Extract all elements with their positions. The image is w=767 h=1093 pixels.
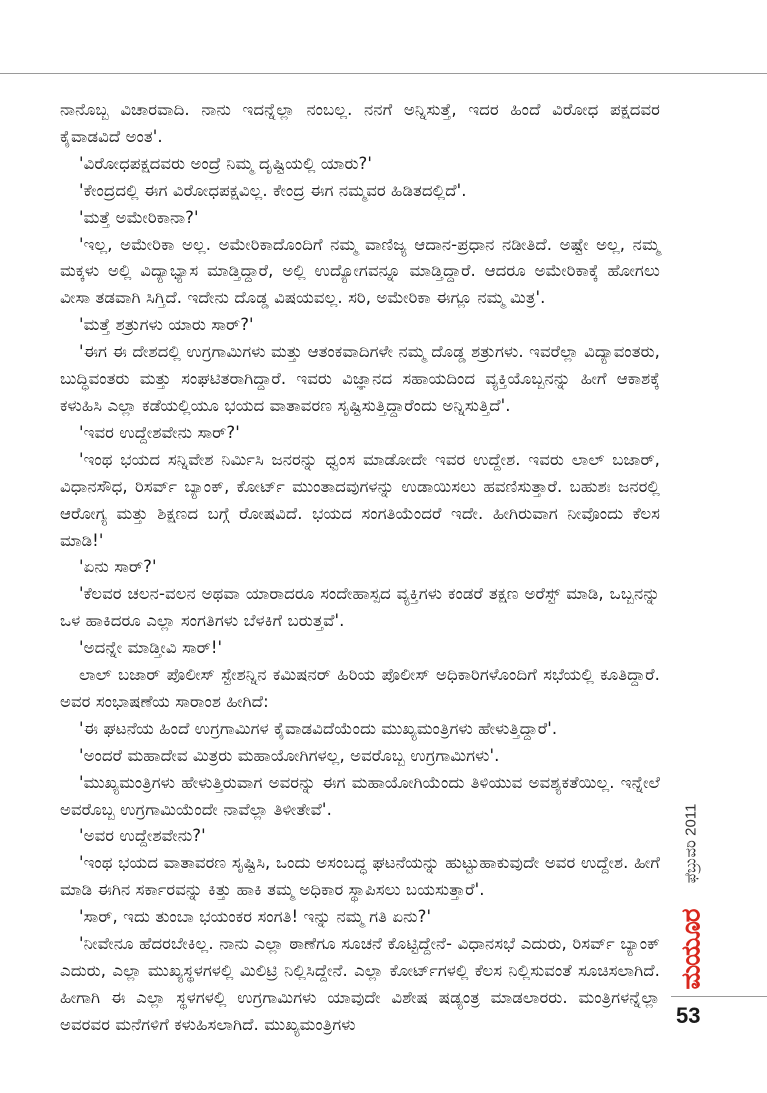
- paragraph: ಲಾಲ್ ಬಜಾರ್ ಪೊಲೀಸ್ ಸ್ಟೇಶನ್ನಿನ ಕಮಿಷನರ್ ಹಿರಿಯ ಪೊಲೀಸ್ ಅಧಿಕಾರಿಗಳೊಂದಿಗೆ ಸಭೆಯಲ್ಲಿ ಕೂತಿದ್ದಾರೆ. ಅವರ ಸಂಭಾಷಣೆಯ ಸಾರಾಂಶ ಹೀಗಿದೆ:: [60, 665, 660, 711]
- paragraph: 'ಸಾರ್, ಇದು ತುಂಬಾ ಭಯಂಕರ ಸಂಗತಿ! ಇನ್ನು ನಮ್ಮ ಗತಿ ಏನು?': [79, 907, 432, 927]
- magazine-logo: [676, 908, 708, 990]
- top-divider: [0, 73, 767, 74]
- footer-divider: [671, 996, 767, 997]
- paragraph: 'ಮತ್ತೆ ಶತ್ರುಗಳು ಯಾರು ಸಾರ್?': [79, 315, 254, 335]
- issue-date: [681, 778, 701, 908]
- paragraph: 'ಅಂದರೆ ಮಹಾದೇವ ಮಿತ್ರರು ಮಹಾಯೋಗಿಗಳಲ್ಲ, ಅವರೊಬ್ಬ ಉಗ್ರಗಾಮಿಗಳು'.: [79, 745, 500, 765]
- paragraph: ನಾನೊಬ್ಬ ವಿಚಾರವಾದಿ. ನಾನು ಇದನ್ನೆಲ್ಲಾ ನಂಬಲ್ಲ. ನನಗೆ ಅನ್ನಿಸುತ್ತೆ, ಇದರ ಹಿಂದೆ ವಿರೋಧ ಪಕ್ಷದವರ ಕೈವಾಡವಿದೆ ಅಂತ'.: [60, 100, 660, 146]
- paragraph: 'ಏನು ಸಾರ್?': [79, 557, 157, 577]
- paragraph: 'ಅದನ್ನೇ ಮಾಡ್ತೀವಿ ಸಾರ್!': [79, 638, 223, 658]
- paragraph: 'ಕೆಲವರ ಚಲನ-ವಲನ ಅಥವಾ ಯಾರಾದರೂ ಸಂದೇಹಾಸ್ಪದ ವ್ಯಕ್ತಿಗಳು ಕಂಡರೆ ತಕ್ಷಣ ಅರೆಸ್ಟ್ ಮಾಡಿ, ಒಬ್ಬನನ್ನು ಒಳ ಹಾಕಿದರೂ ಎಲ್ಲಾ ಸಂಗತಿಗಳು ಬೆಳಕಿಗೆ ಬರುತ್ತವೆ'.: [60, 584, 660, 631]
- paragraph: 'ವಿರೋಧಪಕ್ಷದವರು ಅಂದ್ರೆ ನಿಮ್ಮ ದೃಷ್ಟಿಯಲ್ಲಿ ಯಾರು?': [79, 153, 373, 173]
- paragraph: 'ಇಲ್ಲ, ಅಮೇರಿಕಾ ಅಲ್ಲ. ಅಮೇರಿಕಾದೊಂದಿಗೆ ನಮ್ಮ ವಾಣಿಜ್ಯ ಆದಾನ-ಪ್ರಧಾನ ನಡೀತಿದೆ. ಅಷ್ಟೇ ಅಲ್ಲ, ನಮ್ಮ ಮಕ್ಕಳು ಅಲ್ಲಿ ವಿದ್ಯಾಭ್ಯಾಸ ಮಾಡ್ತಿದ್ದಾರೆ, ಅಲ್ಲಿ ಉದ್ಯೋಗವನ್ನೂ ಮಾಡ್ತಿದ್ದಾರೆ. ಆದರೂ ಅಮೇರಿಕಾಕ್ಕೆ ಹೋಗಲು ವೀಸಾ ತಡವಾಗಿ ಸಿಗ್ತಿದೆ. ಇದೇನು ದೊಡ್ಡ ವಿಷಯವಲ್ಲ. ಸರಿ, ಅಮೇರಿಕಾ ಈಗ್ಲೂ ನಮ್ಮ ಮಿತ್ರ'.: [60, 234, 660, 308]
- paragraph: 'ಇಂಥ ಭಯದ ಸನ್ನಿವೇಶ ನಿರ್ಮಿಸಿ ಜನರನ್ನು ಧ್ವಂಸ ಮಾಡೋದೇ ಇವರ ಉದ್ದೇಶ. ಇವರು ಲಾಲ್ ಬಜಾರ್, ವಿಧಾನಸೌಧ, ರಿಸರ್ವ್ ಬ್ಯಾಂಕ್, ಕೋರ್ಟ್ ಮುಂತಾದವುಗಳನ್ನು ಉಡಾಯಿಸಲು ಹವಣಿಸುತ್ತಾರೆ. ಬಹುಶಃ ಜನರಲ್ಲಿ ಆರೋಗ್ಯ ಮತ್ತು ಶಿಕ್ಷಣದ ಬಗ್ಗೆ ರೋಷವಿದೆ. ಭಯದ ಸಂಗತಿಯೆಂದರೆ ಇದೇ. ಹೀಗಿರುವಾಗ ನೀವೊಂದು ಕೆಲಸ ಮಾಡಿ!': [60, 449, 660, 550]
- issue-date-text: ಫೆಬ್ರುವರಿ 2011: [682, 803, 700, 883]
- paragraph: 'ಈಗ ಈ ದೇಶದಲ್ಲಿ ಉಗ್ರಗಾಮಿಗಳು ಮತ್ತು ಆತಂಕವಾದಿಗಳೇ ನಮ್ಮ ದೊಡ್ಡ ಶತ್ರುಗಳು. ಇವರೆಲ್ಲಾ ವಿದ್ಯಾವಂತರು, ಬುದ್ಧಿವಂತರು ಮತ್ತು ಸಂಘಟಿತರಾಗಿದ್ದಾರೆ. ಇವರು ವಿಜ್ಞಾನದ ಸಹಾಯದಿಂದ ವ್ಯಕ್ತಿಯೊಬ್ಬನನ್ನು ಹೀಗೆ ಆಕಾಶಕ್ಕೆ ಕಳುಹಿಸಿ ಎಲ್ಲಾ ಕಡೆಯಲ್ಲಿಯೂ ಭಯದ ವಾತಾವರಣ ಸೃಷ್ಟಿಸುತ್ತಿದ್ದಾರೆಂದು ಅನ್ನಿಸುತ್ತಿದೆ'.: [60, 342, 660, 415]
- paragraph: 'ಮುಖ್ಯಮಂತ್ರಿಗಳು ಹೇಳುತ್ತಿರುವಾಗ ಅವರನ್ನು ಈಗ ಮಹಾಯೋಗಿಯೆಂದು ತಿಳಿಯುವ ಅವಶ್ಯಕತೆಯಿಲ್ಲ. ಇನ್ನೇಲೆ ಅವರೊಬ್ಬ ಉಗ್ರಗಾಮಿಯೆಂದೇ ನಾವೆಲ್ಲಾ ತಿಳೀತೇವೆ'.: [60, 772, 660, 819]
- magazine-logo-text: ಮಯೂರ: [676, 909, 707, 989]
- page-number: 53: [676, 1003, 701, 1028]
- paragraph: 'ಮತ್ತೆ ಅಮೇರಿಕಾನಾ?': [79, 207, 199, 227]
- paragraph: 'ಈ ಘಟನೆಯ ಹಿಂದೆ ಉಗ್ರಗಾಮಿಗಳ ಕೈವಾಡವಿದೆಯೆಂದು ಮುಖ್ಯಮಂತ್ರಿಗಳು ಹೇಳುತ್ತಿದ್ದಾರೆ'.: [79, 718, 558, 738]
- paragraph: 'ಅವರ ಉದ್ದೇಶವೇನು?': [79, 826, 206, 846]
- paragraph: 'ಇಂಥ ಭಯದ ವಾತಾವರಣ ಸೃಷ್ಟಿಸಿ, ಒಂದು ಅಸಂಬದ್ಧ ಘಟನೆಯನ್ನು ಹುಟ್ಟುಹಾಕುವುದೇ ಅವರ ಉದ್ದೇಶ. ಹೀಗೆ ಮಾಡಿ ಈಗಿನ ಸರ್ಕಾರವನ್ನು ಕಿತ್ತು ಹಾಕಿ ತಮ್ಮ ಅಧಿಕಾರ ಸ್ಥಾಪಿಸಲು ಬಯಸುತ್ತಾರೆ'.: [60, 853, 660, 900]
- article-body: [60, 97, 660, 1039]
- paragraph: 'ನೀವೇನೂ ಹೆದರಬೇಕಿಲ್ಲ. ನಾನು ಎಲ್ಲಾ ಠಾಣೆಗೂ ಸೂಚನೆ ಕೊಟ್ಟಿದ್ದೇನೆ- ವಿಧಾನಸಭೆ ಎದುರು, ರಿಸರ್ವ್ ಬ್ಯಾಂಕ್ ಎದುರು, ಎಲ್ಲಾ ಮುಖ್ಯಸ್ಥಳಗಳಲ್ಲಿ ಮಿಲಿಟ್ರಿ ನಿಲ್ಲಿಸಿದ್ದೇನೆ. ಎಲ್ಲಾ ಕೋರ್ಟ್‌ಗಳಲ್ಲಿ ಕೆಲಸ ನಿಲ್ಲಿಸುವಂತೆ ಸೂಚಿಸಲಾಗಿದೆ. ಹೀಗಾಗಿ ಈ ಎಲ್ಲಾ ಸ್ಥಳಗಳಲ್ಲಿ ಉಗ್ರಗಾಮಿಗಳು ಯಾವುದೇ ವಿಶೇಷ ಷಡ್ಯಂತ್ರ ಮಾಡಲಾರರು. ಮಂತ್ರಿಗಳನ್ನೆಲ್ಲಾ ಅವರವರ ಮನೆಗಳಿಗೆ ಕಳುಹಿಸಲಾಗಿದೆ. ಮುಖ್ಯಮಂತ್ರಿಗಳು: [60, 934, 660, 1034]
- paragraph: 'ಇವರ ಉದ್ದೇಶವೇನು ಸಾರ್?': [79, 422, 240, 442]
- paragraph: 'ಕೇಂದ್ರದಲ್ಲಿ ಈಗ ವಿರೋಧಪಕ್ಷವಿಲ್ಲ. ಕೇಂದ್ರ ಈಗ ನಮ್ಮವರ ಹಿಡಿತದಲ್ಲಿದೆ'.: [79, 180, 467, 200]
